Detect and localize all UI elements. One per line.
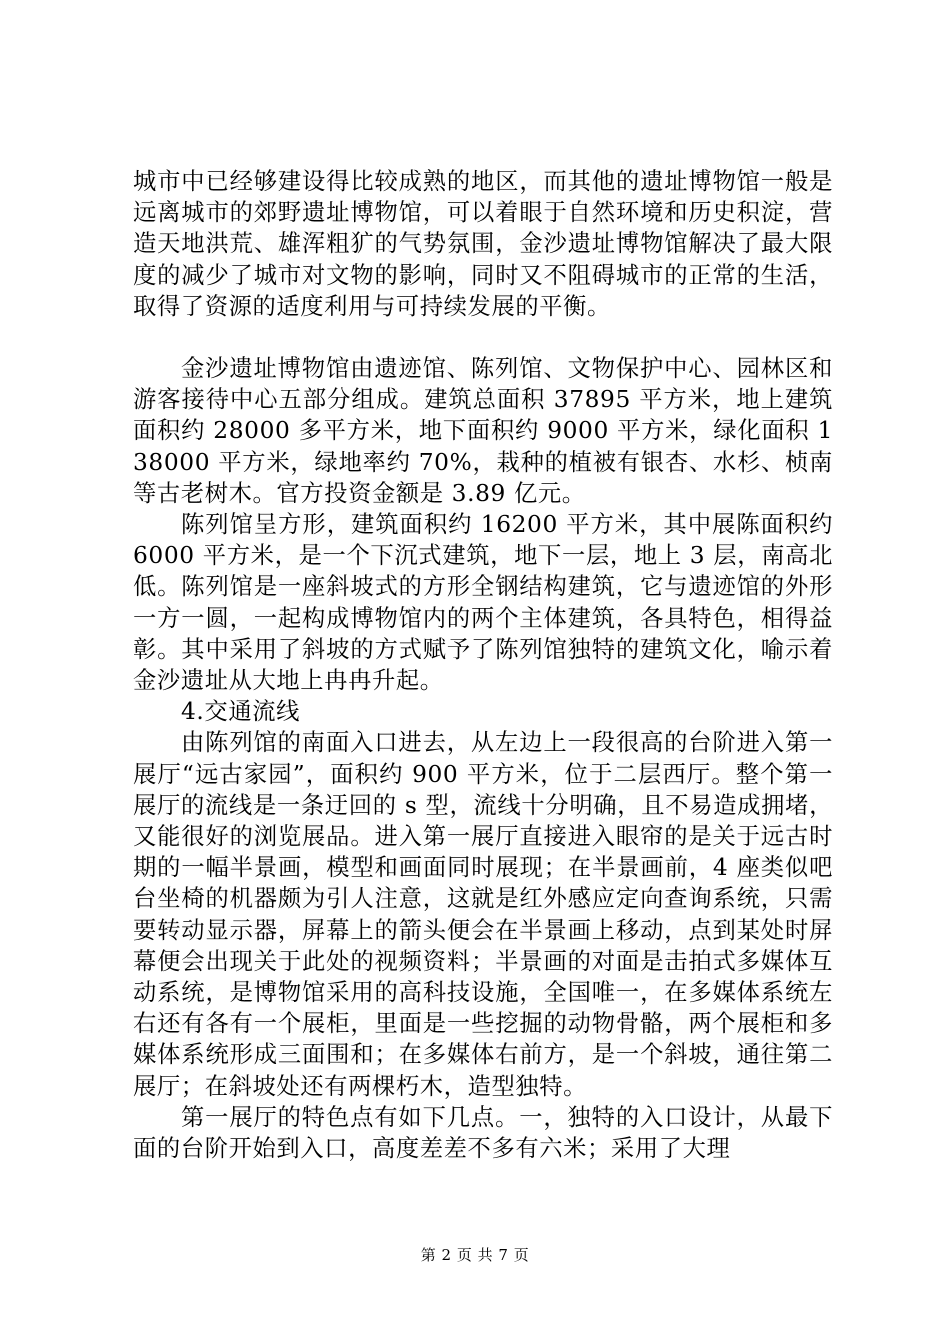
paragraph-museum-composition: 金沙遗址博物馆由遗迹馆、陈列馆、文物保护中心、园林区和游客接待中心五部分组成。建筑总面积 37895 平方米，地上建筑面积约 28000 多平方米，地下面积约 9000 平方米，绿化面积 138000 平方米，绿地率约 70%，栽种的植被有银杏、水杉、桢南等古老树木。官方投资金额是 3.89 亿元。 (133, 355, 833, 507)
section-heading-traffic-flow: 4.交通流线 (181, 698, 301, 726)
paragraph-exhibition-hall: 陈列馆呈方形，建筑面积约 16200 平方米，其中展陈面积约 6000 平方米，是一个下沉式建筑，地下一层，地上 3 层，南高北低。陈列馆是一座斜坡式的方形全钢结构建筑，它与遗迹馆的外形一方一圆，一起构成博物馆内的两个主体建筑，各具特色，相得益彰。其中采用了斜坡的方式赋予了陈列馆独特的建筑文化，喻示着金沙遗址从大地上冉冉升起。 (133, 511, 842, 695)
paragraph-city-context: 城市中已经够建设得比较成熟的地区，而其他的遗址博物馆一般是远离城市的郊野遗址博物馆，可以着眼于自然环境和历史积淀，营造天地洪荒、雄浑粗犷的气势氛围，金沙遗址博物馆解决了最大限度的减少了城市对文物的影响，同时又不阻碍城市的正常的生活，取得了资源的适度利用与可持续发展的平衡。 (133, 168, 833, 320)
paragraph-traffic-flow: 由陈列馆的南面入口进去，从左边上一段很高的台阶进入第一展厅“远古家园”，面积约 900 平方米，位于二层西厅。整个第一展厅的流线是一条迂回的 s 型，流线十分明确，且不易造成拥堵，又能很好的浏览展品。进入第一展厅直接进入眼帘的是关于远古时期的一幅半景画，模型和画面同时展现；在半景画前，4 座类似吧台坐椅的机器颇为引人注意，这就是红外感应定向查询系统，只需要转动显示器，屏幕上的箭头便会在半景画上移动，点到某处时屏幕便会出现关于此处的视频资料；半景画的对面是击拍式多媒体互动系统，是博物馆采用的高科技设施，全国唯一，在多媒体系统左右还有各有一个展柜，里面是一些挖掘的动物骨骼，两个展柜和多媒体系统形成三面围和；在多媒体右前方，是一个斜坡，通往第二展厅；在斜坡处还有两棵朽木，造型独特。 (133, 729, 833, 1100)
page-number-footer: 第 2 页 共 7 页 (420, 1246, 530, 1264)
document-body (133, 166, 842, 1164)
paragraph-first-hall-features: 第一展厅的特色点有如下几点。一，独特的入口设计，从最下面的台阶开始到入口，高度差差不多有六米；采用了大理 (133, 1103, 833, 1163)
